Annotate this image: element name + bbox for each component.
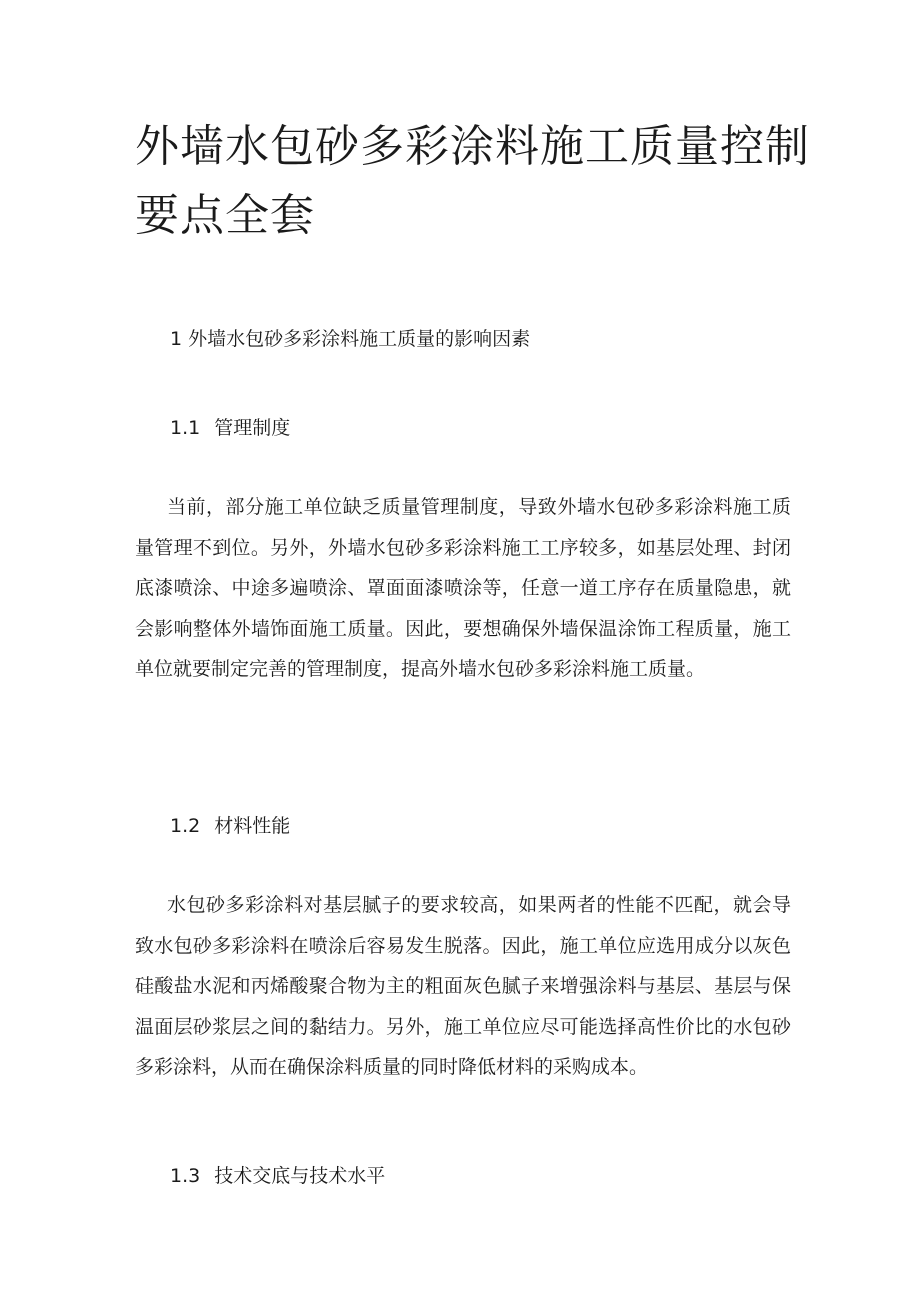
section-1-2-heading: [170, 812, 290, 840]
section-1-2-title: 材料性能: [214, 815, 291, 837]
section-1-heading: [170, 325, 530, 353]
section-1-1-paragraph: 当前，部分施工单位缺乏质量管理制度，导致外墙水包砂多彩涂料施工质量管理不到位。另外，外墙水包砂多彩涂料施工工序较多，如基层处理、封闭底漆喷涂、中途多遍喷涂、罩面面漆喷涂等，任意一道工序存在质量隐患，就会影响整体外墙饰面施工质量。因此，要想确保外墙保温涂饰工程质量，施工单位就要制定完善的管理制度，提高外墙水包砂多彩涂料施工质量。: [135, 496, 791, 680]
section-1-2-number: 1.2: [170, 815, 201, 837]
section-1-3-heading: [170, 1162, 385, 1190]
section-1-1-title: 管理制度: [214, 417, 291, 439]
section-1-3-number: 1.3: [170, 1165, 201, 1187]
section-1-number: 1: [170, 328, 183, 350]
section-1-3-title: 技术交底与技术水平: [214, 1165, 386, 1187]
section-1-1-heading: [170, 414, 290, 442]
section-1-2-paragraph: 水包砂多彩涂料对基层腻子的要求较高，如果两者的性能不匹配，就会导致水包砂多彩涂料在喷涂后容易发生脱落。因此，施工单位应选用成分以灰色硅酸盐水泥和丙烯酸聚合物为主的粗面灰色腻子来增强涂料与基层、基层与保温面层砂浆层之间的黏结力。另外，施工单位应尽可能选择高性价比的水包砂多彩涂料，从而在确保涂料质量的同时降低材料的采购成本。: [135, 894, 791, 1078]
document-title: 外墙水包砂多彩涂料施工质量控制要点全套: [135, 121, 810, 241]
section-1-1-number: 1.1: [170, 417, 201, 439]
section-1-title: 外墙水包砂多彩涂料施工质量的影响因素: [188, 328, 531, 350]
